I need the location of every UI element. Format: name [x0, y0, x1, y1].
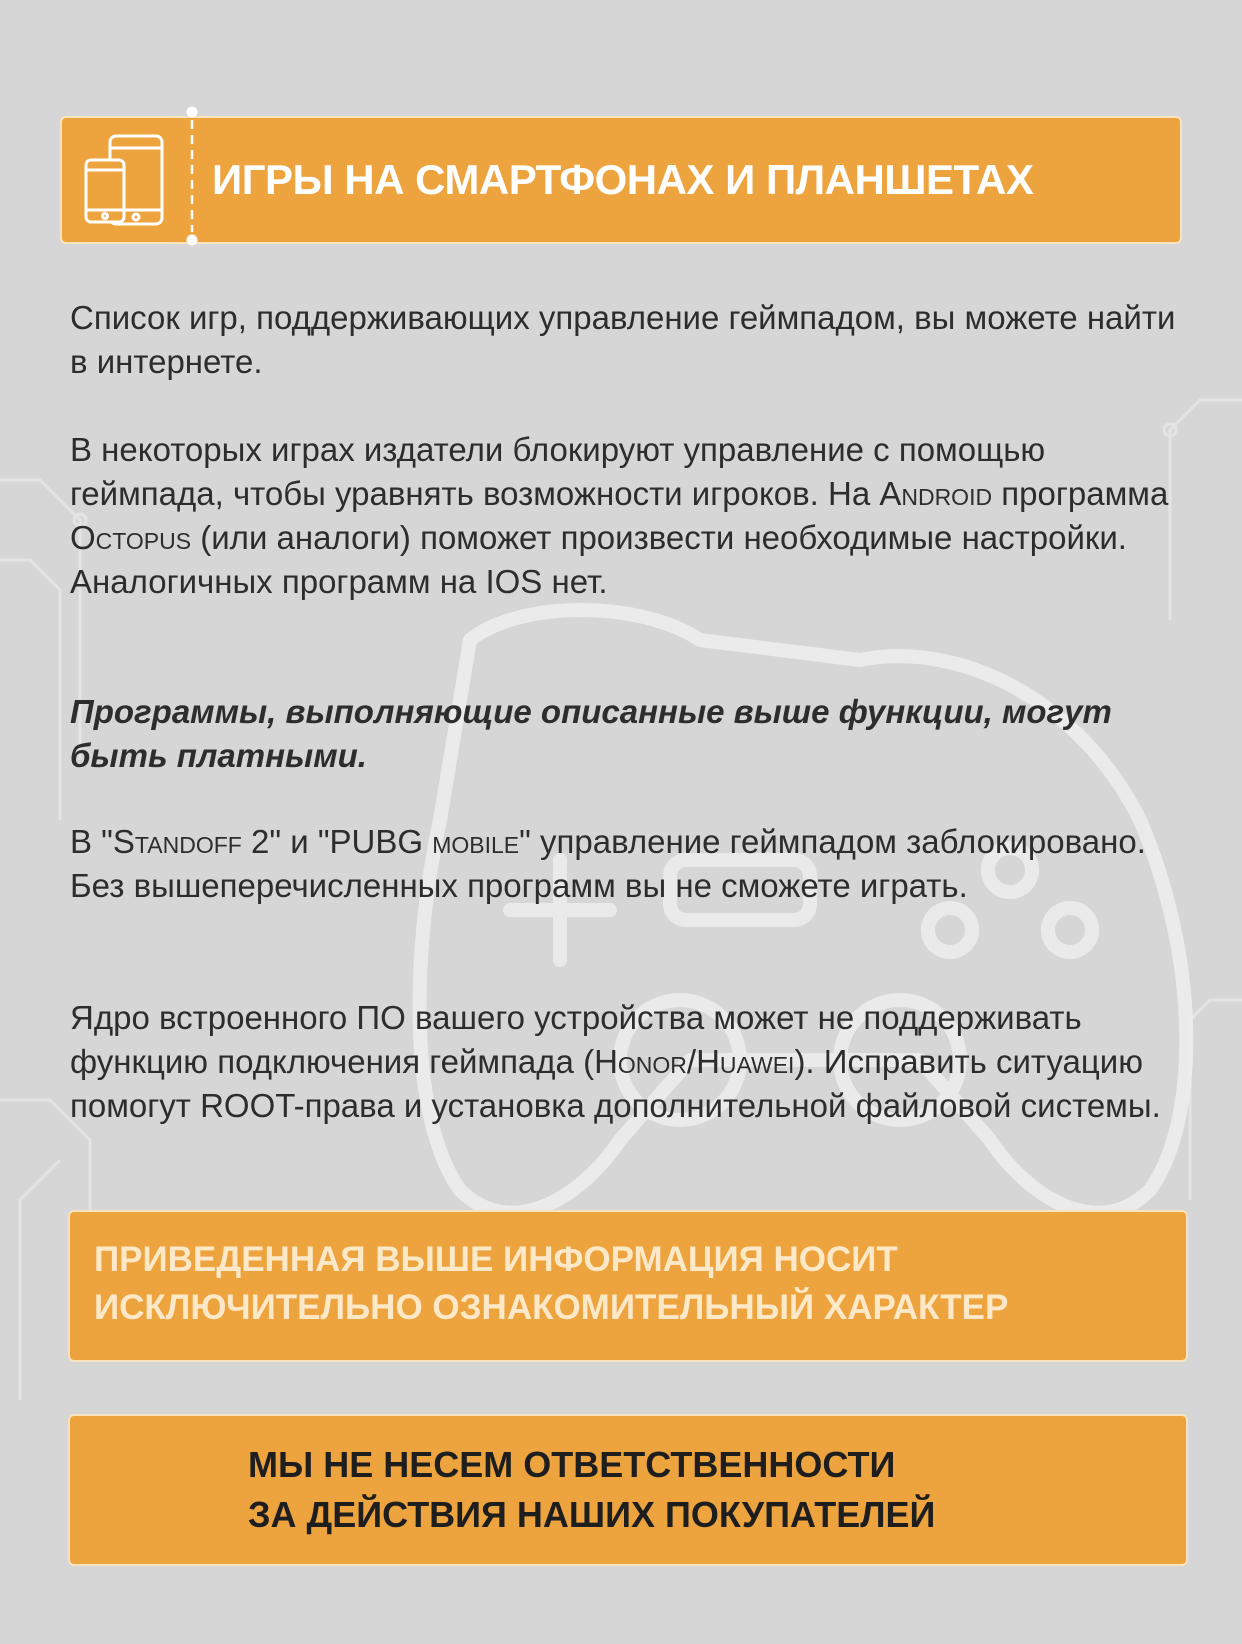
paragraph-text: (или аналоги) поможет произвести необходимые настройки. Аналогичных программ на IOS нет.: [70, 519, 1127, 600]
paragraph-kernel-support: [70, 996, 1180, 1128]
paragraph-paid-warning: [70, 690, 1180, 778]
paragraph-text: В некоторых играх издатели блокируют управление с помощью геймпада, чтобы уравнять возможности игроков. На: [70, 431, 1046, 512]
paragraph-text: Программы, выполняющие описанные выше функции, могут быть платными.: [70, 693, 1112, 774]
paragraph-text: программа: [992, 475, 1169, 512]
notice-line: ИСКЛЮЧИТЕЛЬНО ОЗНАКОМИТЕЛЬНЫЙ ХАРАКТЕР: [94, 1288, 1009, 1327]
notice-text: [94, 1236, 1174, 1332]
disclaimer-line: МЫ НЕ НЕСЕМ ОТВЕТСТВЕННОСТИ: [248, 1444, 896, 1485]
paragraph-text: Ядро встроенного ПО вашего устройства может не поддерживать функцию подключения геймпада (: [70, 999, 1082, 1080]
paragraph-text: " управление геймпадом заблокировано. Без вышеперечисленных программ вы не сможете играть.: [70, 823, 1146, 904]
paragraph-blocked-controls: [70, 428, 1180, 604]
brand-honor-huawei: Honor/Huawei: [594, 1043, 795, 1080]
disclaimer-text: [248, 1440, 1148, 1540]
header-divider: [186, 106, 198, 246]
notice-line: ПРИВЕДЕННАЯ ВЫШЕ ИНФОРМАЦИЯ НОСИТ: [94, 1240, 898, 1279]
paragraph-text: 2" и "PUBG: [241, 823, 433, 860]
paragraph-text: В ": [70, 823, 113, 860]
game-pubg-mobile: mobile: [432, 823, 520, 860]
disclaimer-line: ЗА ДЕЙСТВИЯ НАШИХ ПОКУПАТЕЛЕЙ: [248, 1494, 936, 1535]
paragraph-gamepad-games: [70, 296, 1180, 384]
brand-android: Android: [879, 475, 993, 512]
brand-octopus: Octopus: [70, 519, 192, 556]
page-title: ИГРЫ НА СМАРТФОНАХ И ПЛАНШЕТАХ: [212, 156, 1034, 203]
paragraph-text: ). Исправить ситуацию помогут ROOT-права и установка дополнительной файловой системы.: [70, 1043, 1161, 1124]
game-standoff: Standoff: [112, 823, 242, 860]
paragraph-text: Список игр, поддерживающих управление геймпадом, вы можете найти в интернете.: [70, 299, 1176, 380]
devices-icon: [80, 132, 170, 232]
paragraph-standoff-pubg: [70, 820, 1180, 908]
